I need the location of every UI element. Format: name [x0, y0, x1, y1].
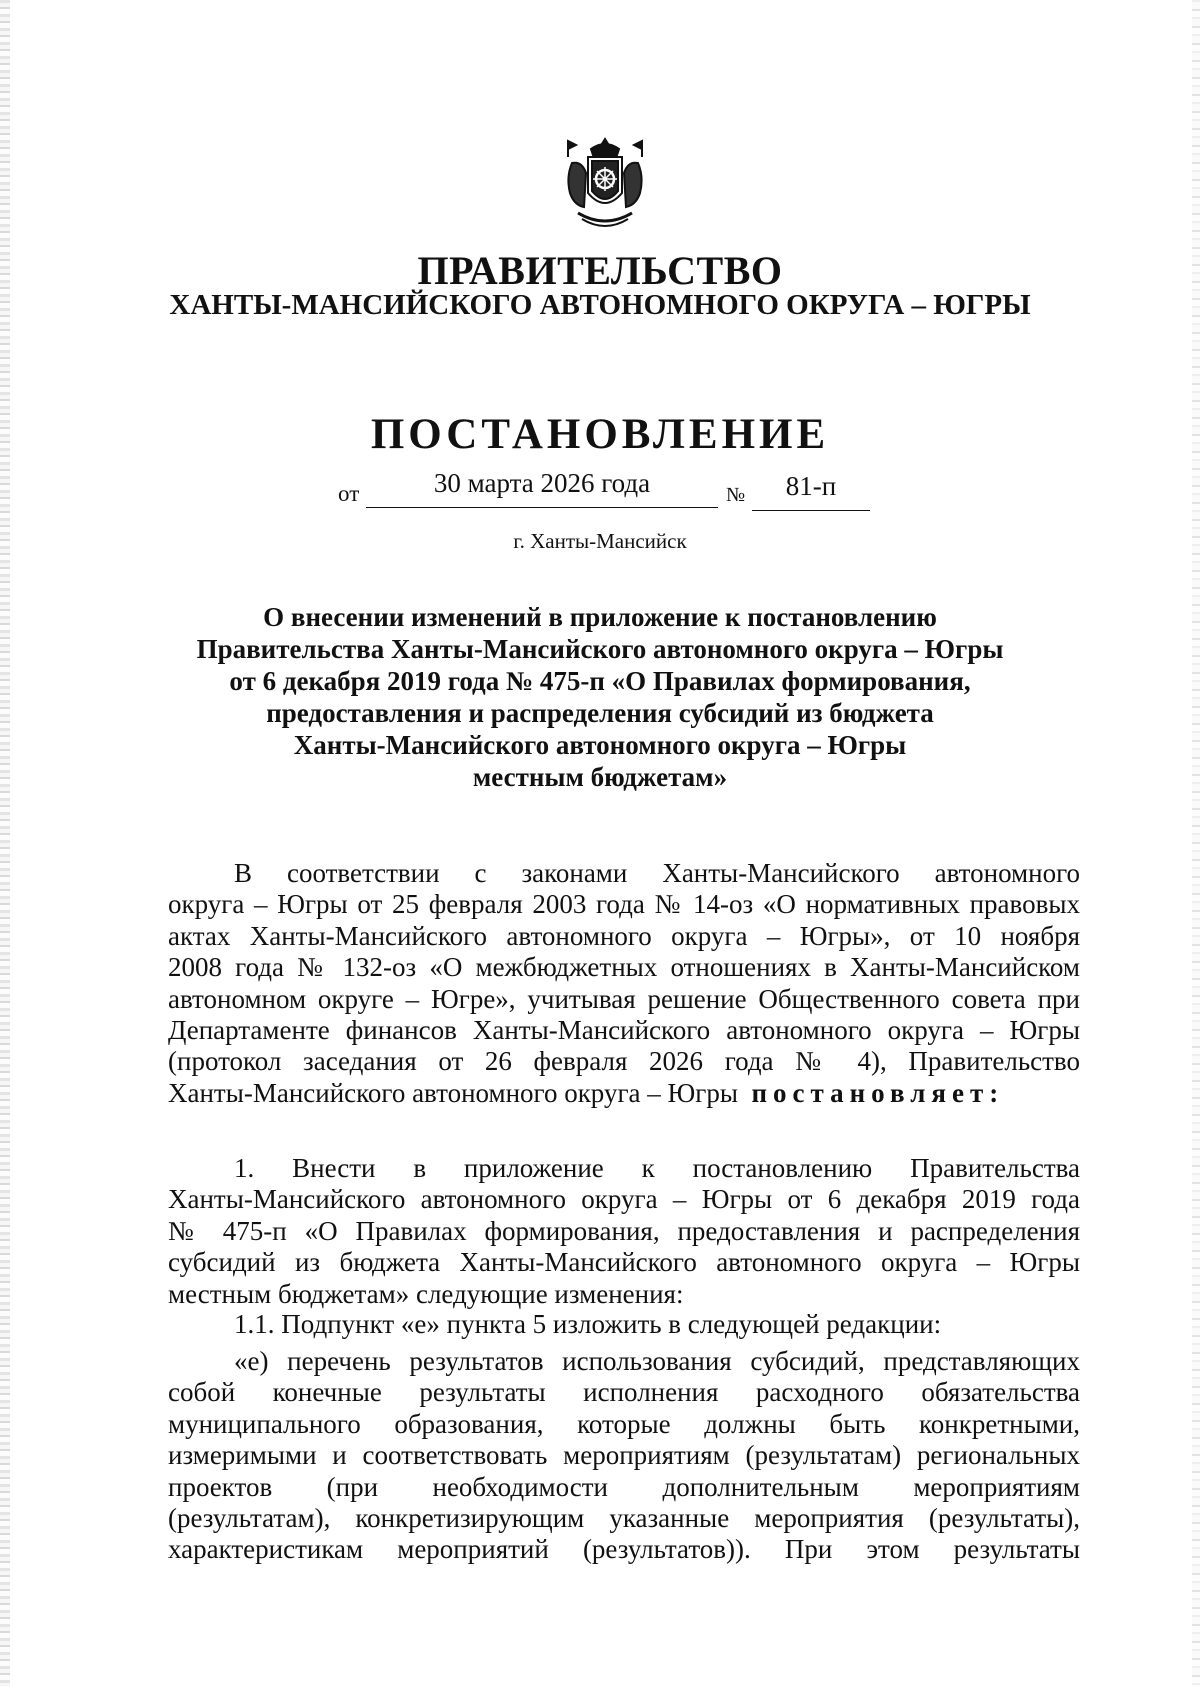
text-line: проектов (при необходимости дополнительным мероприятиям: [168, 1471, 1080, 1502]
title-line: от 6 декабря 2019 года № 475-п «О Правилах формирования,: [229, 666, 971, 696]
text-line: измеримыми и соответствовать мероприятиям (результатам) региональных: [168, 1440, 1080, 1471]
city-line: г. Ханты-Мансийск: [513, 529, 687, 553]
text-line: (результатам), конкретизирующим указанные мероприятия (результаты),: [168, 1503, 1080, 1534]
text-line: [168, 1078, 1080, 1109]
number-label: №: [726, 484, 746, 506]
text-line: В соответствии с законами Ханты-Мансийского автономного: [234, 858, 1080, 888]
item-1-paragraph: [168, 1153, 1080, 1310]
resolves-word: постановляет:: [751, 1077, 1005, 1108]
item-e-paragraph: [168, 1346, 1080, 1566]
document-number: 81-п: [785, 471, 837, 501]
text-line: субсидий из бюджета Ханты-Мансийского автономного округа – Югры: [168, 1247, 1080, 1278]
text-line: «е) перечень результатов использования субсидий, представляющих: [234, 1346, 1080, 1376]
text-line: № 475-п «О Правилах формирования, предоставления и распределения: [168, 1215, 1080, 1246]
title-line: Ханты-Мансийского автономного округа – Югры: [293, 730, 907, 760]
text-line: округа – Югры от 25 февраля 2003 года № 14-оз «О нормативных правовых: [168, 889, 1080, 920]
text-line: собой конечные результаты исполнения расходного обязательства: [168, 1377, 1080, 1408]
text-line: 2008 года № 132-оз «О межбюджетных отношениях в Ханты-Мансийском: [168, 952, 1080, 983]
text-fragment: Ханты-Мансийского автономного округа – Югры: [168, 1077, 738, 1108]
number-underline: [752, 510, 870, 511]
title-line: О внесении изменений в приложение к постановлению: [263, 602, 937, 632]
title-line: Правительства Ханты-Мансийского автономного округа – Югры: [196, 634, 1004, 664]
preamble-paragraph: [168, 858, 1080, 1109]
coat-of-arms-icon: [560, 133, 650, 233]
region-heading: ХАНТЫ-МАНСИЙСКОГО АВТОНОМНОГО ОКРУГА – ЮГРЫ: [169, 289, 1031, 321]
text-line: местным бюджетам» следующие изменения:: [168, 1278, 684, 1309]
text-line: (протокол заседания от 26 февраля 2026 года № 4), Правительство: [168, 1046, 1080, 1077]
government-heading: ПРАВИТЕЛЬСТВО: [417, 248, 783, 293]
document-date: 30 марта 2026 года: [433, 468, 651, 498]
text-line: 1. Внести в приложение к постановлению Правительства: [234, 1153, 1080, 1183]
date-underline: [366, 507, 718, 508]
text-line: Ханты-Мансийского автономного округа – Югры от 6 декабря 2019 года: [168, 1184, 1080, 1215]
text-line: характеристикам мероприятий (результатов)). При этом результаты: [168, 1534, 1080, 1565]
document-type-heading: ПОСТАНОВЛЕНИЕ: [370, 411, 830, 458]
document-title: [0, 601, 1200, 793]
title-line: местным бюджетам»: [472, 762, 728, 792]
text-line: муниципального образования, которые должны быть конкретными,: [168, 1408, 1080, 1439]
text-line: автономном округе – Югре», учитывая решение Общественного совета при: [168, 983, 1080, 1014]
subitem-1-1: 1.1. Подпункт «е» пункта 5 изложить в следующей редакции:: [234, 1309, 942, 1339]
text-line: Департаменте финансов Ханты-Мансийского автономного округа – Югры: [168, 1015, 1080, 1046]
text-line: актах Ханты-Мансийского автономного округа – Югры», от 10 ноября: [168, 920, 1080, 951]
title-line: предоставления и распределения субсидий из бюджета: [266, 698, 934, 728]
from-label: от: [338, 481, 360, 506]
